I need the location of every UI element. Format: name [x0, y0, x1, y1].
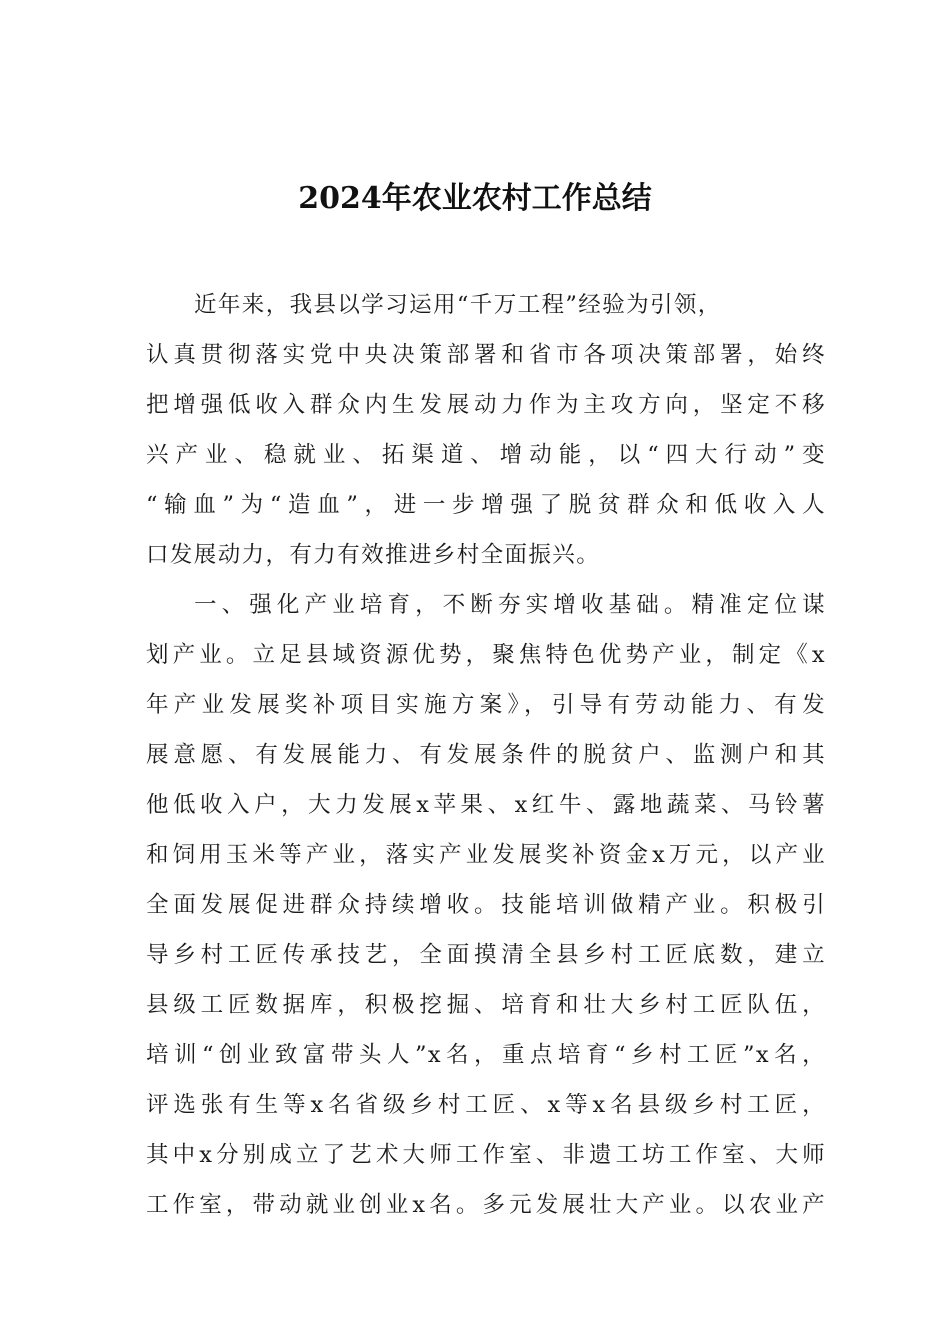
- paragraph-line: 其中x分别成立了艺术大师工作室、非遗工坊工作室、大师: [146, 1142, 826, 1168]
- paragraph-line: 划产业。立足县域资源优势，聚焦特色优势产业，制定《x: [146, 642, 826, 668]
- paragraph-line: 口发展动力，有力有效推进乡村全面振兴。: [146, 542, 601, 568]
- paragraph-line: 展意愿、有发展能力、有发展条件的脱贫户、监测户和其: [146, 742, 826, 768]
- paragraph-line: 评选张有生等x名省级乡村工匠、x等x名县级乡村工匠，: [146, 1092, 826, 1118]
- paragraph-line: 认真贯彻落实党中央决策部署和省市各项决策部署，始终: [146, 342, 826, 368]
- paragraph-line: 和饲用玉米等产业，落实产业发展奖补资金x万元，以产业: [146, 842, 826, 868]
- paragraph-line: 工作室，带动就业创业x名。多元发展壮大产业。以农业产: [146, 1192, 826, 1218]
- paragraph-line: 近年来，我县以学习运用“千万工程”经验为引领，: [194, 292, 722, 318]
- paragraph-line: 把增强低收入群众内生发展动力作为主攻方向，坚定不移: [146, 392, 826, 418]
- paragraph-line: 年产业发展奖补项目实施方案》，引导有劳动能力、有发: [146, 692, 826, 718]
- paragraph-line: 县级工匠数据库，积极挖掘、培育和壮大乡村工匠队伍，: [146, 992, 826, 1018]
- paragraph-line: 全面发展促进群众持续增收。技能培训做精产业。积极引: [146, 892, 826, 918]
- document-body: [146, 280, 826, 1230]
- paragraph-line: “输血”为“造血”，进一步增强了脱贫群众和低收入人: [146, 492, 826, 518]
- paragraph-line: 导乡村工匠传承技艺，全面摸清全县乡村工匠底数，建立: [146, 942, 826, 968]
- document-title: 2024年农业农村工作总结: [298, 181, 652, 216]
- paragraph-line: 一、强化产业培育，不断夯实增收基础。精准定位谋: [194, 592, 826, 618]
- paragraph-line: 兴产业、稳就业、拓渠道、增动能，以“四大行动”变: [146, 442, 826, 468]
- paragraph-line: 培训“创业致富带头人”x名，重点培育“乡村工匠”x名，: [146, 1042, 826, 1068]
- paragraph-line: 他低收入户，大力发展x苹果、x红牛、露地蔬菜、马铃薯: [146, 792, 826, 818]
